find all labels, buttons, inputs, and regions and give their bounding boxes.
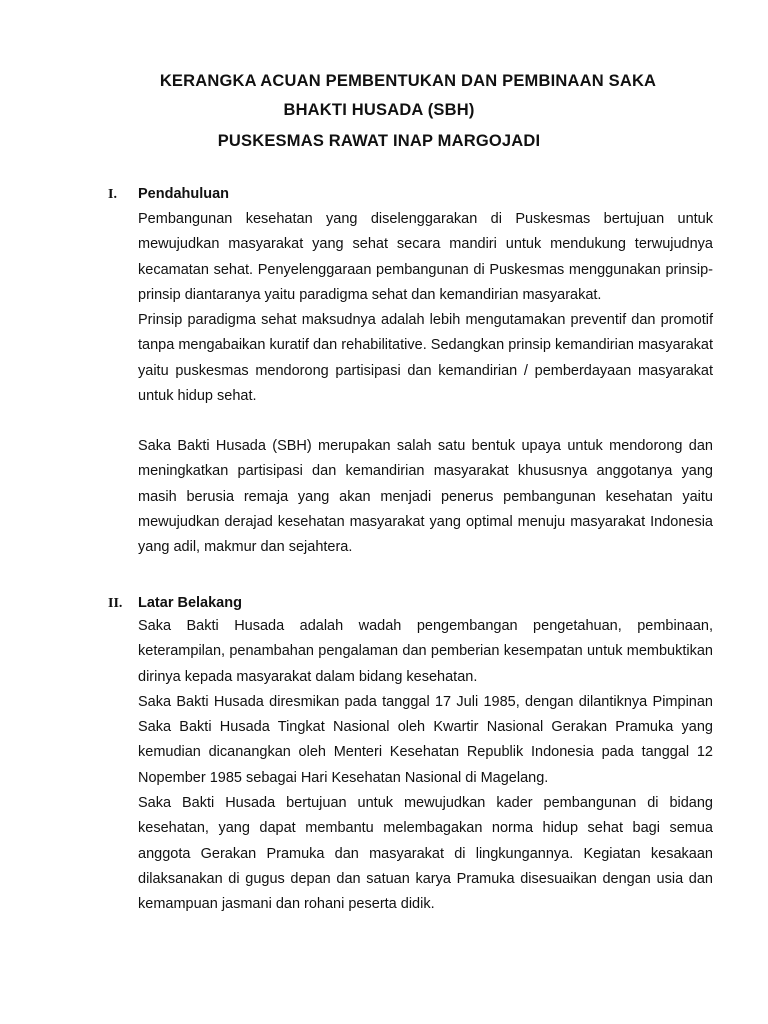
section-1-paragraph-3: Saka Bakti Husada (SBH) merupakan salah satu bentuk upaya untuk mendorong dan meningkatkan partisipasi dan kemandirian masyarakat khususnya anggotanya yang masih berusia remaja yang akan menjadi penerus pembangunan kesehatan yaitu mewujudkan derajad kesehatan masyarakat yang optimal menuju masyarakat Indonesia yang adil, makmur dan sejahtera.: [138, 438, 713, 556]
document-title-line-2: BHAKTI HUSADA (SBH): [283, 101, 475, 119]
section-2-paragraph-3: Saka Bakti Husada bertujuan untuk mewujudkan kader pembangunan di bidang kesehatan, yang dapat membantu melembagakan norma hidup sehat bagi semua anggota Gerakan Pramuka dan masyarakat di lingkungannya. Kegiatan kesakaan dilaksanakan di gugus depan dan satuan karya Pramuka disesuaikan dengan usia dan kemampuan jasmani dan rohani peserta didik.: [138, 795, 713, 913]
document-title-line-3: PUSKESMAS RAWAT INAP MARGOJADI: [217, 132, 541, 150]
section-1-number: I.: [108, 187, 117, 202]
section-2-body: [138, 614, 713, 918]
section-2-number: II.: [108, 596, 123, 611]
section-2-paragraph-2: Saka Bakti Husada diresmikan pada tanggal 17 Juli 1985, dengan dilantiknya Pimpinan Saka Bakti Husada Tingkat Nasional oleh Kwartir Nasional Gerakan Pramuka yang kemudian dicanangkan oleh Menteri Kesehatan Republik Indonesia pada tanggal 12 Nopember 1985 sebagai Hari Kesehatan Nasional di Magelang.: [138, 693, 713, 786]
section-2-heading: Latar Belakang: [138, 595, 242, 611]
document-title-line-1: KERANGKA ACUAN PEMBENTUKAN DAN PEMBINAAN SAKA: [159, 72, 657, 90]
section-1-heading: Pendahuluan: [138, 186, 230, 202]
section-1-paragraph-2: Prinsip paradigma sehat maksudnya adalah lebih mengutamakan preventif dan promotif tanpa mengabaikan kuratif dan rehabilitative. Sedangkan prinsip kemandirian masyarakat yaitu puskesmas mendorong partisipasi dan kemandirian / pemberdayaan masyarakat untuk hidup sehat.: [138, 312, 713, 405]
section-2-paragraph-1: Saka Bakti Husada adalah wadah pengembangan pengetahuan, pembinaan, keterampilan, penambahan pengalaman dan pemberian kesempatan untuk membuktikan dirinya kepada masyarakat dalam bidang kesehatan.: [138, 618, 713, 685]
section-1-body-2: [138, 434, 713, 560]
section-1-body: [138, 207, 713, 409]
section-1-paragraph-1: Pembangunan kesehatan yang diselenggarakan di Puskesmas bertujuan untuk mewujudkan masyarakat yang sehat secara mandiri untuk mendukung terwujudnya kecamatan sehat. Penyelenggaraan pembangunan di Puskesmas menggunakan prinsip-prinsip diantaranya yaitu paradigma sehat dan kemandirian masyarakat.: [138, 211, 713, 303]
